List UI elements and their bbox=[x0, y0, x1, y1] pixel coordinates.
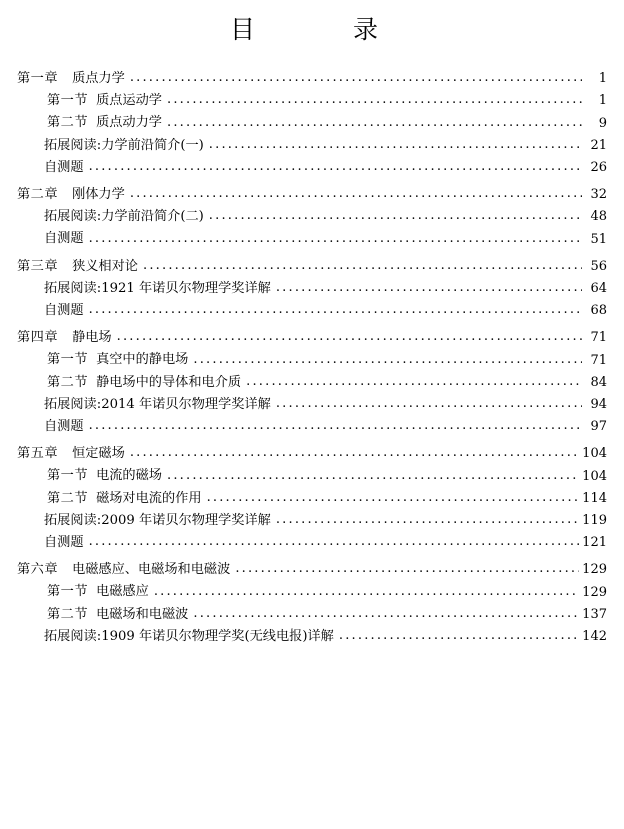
toc-entry-number: 第一节 bbox=[47, 93, 89, 109]
leader-dots bbox=[276, 282, 582, 295]
toc-entry-title: 电磁场和电磁波 bbox=[96, 606, 189, 622]
toc-entry-page: 114 bbox=[582, 490, 607, 506]
toc-entry-number: 第五章 bbox=[17, 446, 59, 462]
toc-entry-number: 第二节 bbox=[47, 606, 89, 622]
toc-chapter-row[interactable] bbox=[17, 563, 607, 576]
toc-entry-number: 第四章 bbox=[17, 330, 59, 346]
leader-dots bbox=[276, 514, 579, 527]
toc-section-row[interactable] bbox=[17, 353, 607, 366]
toc-entry-label bbox=[44, 630, 334, 643]
toc-entry-label bbox=[44, 514, 271, 527]
toc-section-row[interactable] bbox=[17, 492, 607, 505]
chapter-group bbox=[17, 72, 607, 174]
toc-entry-page: 84 bbox=[590, 374, 607, 390]
toc-section-row[interactable] bbox=[17, 514, 607, 527]
toc-section-row[interactable] bbox=[17, 398, 607, 411]
toc-entry-title: 真空中的静电场 bbox=[96, 352, 189, 368]
toc-entry-title: 拓展阅读:1909 年诺贝尔物理学奖(无线电报)详解 bbox=[44, 628, 334, 644]
toc-entry-page: 104 bbox=[582, 468, 607, 484]
toc-entry-page: 26 bbox=[590, 160, 607, 176]
toc-entry-number: 第六章 bbox=[17, 562, 59, 578]
toc-entry-title: 质点动力学 bbox=[96, 115, 162, 131]
leader-dots bbox=[193, 354, 582, 367]
toc-chapter-row[interactable] bbox=[17, 260, 607, 273]
toc-entry-title: 静电场中的导体和电介质 bbox=[96, 374, 242, 390]
toc-entry-title: 质点运动学 bbox=[96, 93, 162, 109]
toc-section-row[interactable] bbox=[17, 608, 607, 621]
toc-entry-label bbox=[17, 447, 125, 460]
leader-dots bbox=[89, 420, 582, 433]
toc-entry-number: 第一章 bbox=[17, 71, 59, 86]
toc-section-row[interactable] bbox=[17, 304, 607, 317]
toc-section-row[interactable] bbox=[17, 161, 607, 174]
toc-entry-number: 第二节 bbox=[47, 115, 89, 131]
leader-dots bbox=[167, 117, 582, 130]
leader-dots bbox=[209, 139, 582, 152]
table-of-contents bbox=[14, 72, 610, 643]
leader-dots bbox=[167, 94, 582, 107]
leader-dots bbox=[143, 260, 582, 273]
toc-entry-number: 第一节 bbox=[47, 352, 89, 368]
toc-entry-label bbox=[17, 260, 138, 273]
toc-entry-page: 71 bbox=[590, 330, 607, 346]
toc-entry-title: 电流的磁场 bbox=[96, 468, 162, 484]
toc-entry-label bbox=[47, 608, 188, 621]
toc-entry-number: 第二节 bbox=[47, 374, 89, 390]
toc-entry-label bbox=[47, 492, 202, 505]
toc-entry-label bbox=[17, 188, 125, 201]
toc-entry-label bbox=[17, 563, 230, 576]
toc-entry-number: 第一节 bbox=[47, 584, 89, 600]
leader-dots bbox=[130, 188, 582, 201]
chapter-group bbox=[17, 563, 607, 643]
toc-entry-page: 64 bbox=[590, 281, 607, 297]
toc-section-row[interactable] bbox=[17, 139, 607, 152]
toc-entry-title: 静电场 bbox=[72, 330, 112, 346]
toc-entry-page: 48 bbox=[590, 209, 607, 225]
toc-entry-label bbox=[44, 232, 84, 245]
leader-dots bbox=[130, 447, 579, 460]
toc-section-row[interactable] bbox=[17, 116, 607, 129]
toc-entry-label bbox=[47, 585, 149, 598]
leader-dots bbox=[339, 630, 579, 643]
toc-entry-title: 电磁感应、电磁场和电磁波 bbox=[72, 562, 231, 578]
toc-entry-page: 119 bbox=[582, 513, 607, 529]
toc-section-row[interactable] bbox=[17, 585, 607, 598]
toc-entry-page: 21 bbox=[590, 137, 607, 153]
toc-chapter-row[interactable] bbox=[17, 188, 607, 201]
toc-entry-page: 94 bbox=[590, 397, 607, 413]
toc-section-row[interactable] bbox=[17, 94, 607, 107]
leader-dots bbox=[235, 563, 579, 576]
toc-section-row[interactable] bbox=[17, 469, 607, 482]
chapter-group bbox=[17, 331, 607, 433]
toc-entry-title: 自测题 bbox=[44, 159, 84, 175]
toc-entry-page: 129 bbox=[582, 562, 607, 578]
toc-section-row[interactable] bbox=[17, 282, 607, 295]
toc-entry-title: 恒定磁场 bbox=[72, 446, 125, 462]
toc-entry-page: 121 bbox=[582, 535, 607, 551]
leader-dots bbox=[117, 331, 582, 344]
toc-entry-title: 质点力学 bbox=[72, 71, 125, 86]
toc-entry-number: 第二章 bbox=[17, 187, 59, 203]
leader-dots bbox=[89, 233, 582, 246]
toc-entry-page: 51 bbox=[590, 231, 607, 247]
toc-entry-label bbox=[44, 304, 84, 317]
toc-entry-label bbox=[47, 469, 162, 482]
toc-chapter-row[interactable] bbox=[17, 447, 607, 460]
toc-entry-label bbox=[44, 420, 84, 433]
toc-entry-label bbox=[44, 536, 84, 549]
toc-section-row[interactable] bbox=[17, 630, 607, 643]
toc-section-row[interactable] bbox=[17, 536, 607, 549]
toc-entry-label bbox=[47, 94, 162, 107]
leader-dots bbox=[89, 536, 580, 549]
toc-entry-page: 142 bbox=[582, 629, 607, 645]
toc-entry-page: 1 bbox=[598, 93, 607, 109]
toc-entry-title: 拓展阅读:1921 年诺贝尔物理学奖详解 bbox=[44, 280, 271, 296]
toc-entry-title: 自测题 bbox=[44, 231, 84, 247]
toc-section-row[interactable] bbox=[17, 420, 607, 433]
toc-entry-label bbox=[44, 282, 271, 295]
toc-entry-title: 自测题 bbox=[44, 303, 84, 319]
toc-entry-title: 自测题 bbox=[44, 419, 84, 435]
toc-entry-label bbox=[44, 161, 84, 174]
leader-dots bbox=[246, 376, 582, 389]
toc-entry-number: 第三章 bbox=[17, 258, 59, 274]
toc-chapter-row[interactable] bbox=[17, 72, 607, 85]
chapter-group bbox=[17, 447, 607, 549]
toc-entry-label bbox=[17, 331, 112, 344]
toc-entry-label bbox=[47, 116, 162, 129]
toc-entry-number: 第二节 bbox=[47, 490, 89, 506]
toc-entry-number: 第一节 bbox=[47, 468, 89, 484]
toc-entry-label bbox=[44, 398, 271, 411]
toc-entry-page: 68 bbox=[590, 303, 607, 319]
leader-dots bbox=[276, 398, 582, 411]
leader-dots bbox=[89, 161, 582, 174]
toc-entry-title: 拓展阅读:力学前沿简介(二) bbox=[44, 209, 204, 225]
leader-dots bbox=[167, 470, 579, 483]
page-title: 目 录 bbox=[229, 15, 394, 44]
toc-entry-title: 拓展阅读:2009 年诺贝尔物理学奖详解 bbox=[44, 512, 271, 528]
toc-entry-page: 129 bbox=[582, 584, 607, 600]
toc-entry-label bbox=[47, 353, 188, 366]
toc-section-row[interactable] bbox=[17, 376, 607, 389]
toc-entry-label bbox=[44, 210, 204, 223]
toc-entry-title: 刚体力学 bbox=[72, 187, 125, 203]
toc-entry-page: 104 bbox=[582, 446, 607, 462]
leader-dots bbox=[130, 72, 582, 85]
toc-entry-page: 56 bbox=[590, 258, 607, 274]
toc-entry-page: 97 bbox=[590, 419, 607, 435]
toc-entry-label bbox=[47, 376, 241, 389]
leader-dots bbox=[193, 608, 579, 621]
toc-entry-title: 电磁感应 bbox=[96, 584, 149, 600]
toc-entry-title: 狭义相对论 bbox=[72, 258, 138, 274]
toc-entry-title: 拓展阅读:力学前沿简介(一) bbox=[44, 137, 204, 153]
toc-entry-title: 拓展阅读:2014 年诺贝尔物理学奖详解 bbox=[44, 396, 271, 412]
toc-entry-label bbox=[44, 139, 204, 152]
toc-entry-page: 32 bbox=[590, 187, 607, 203]
leader-dots bbox=[209, 210, 582, 223]
toc-entry-page: 137 bbox=[582, 606, 607, 622]
leader-dots bbox=[207, 492, 580, 505]
toc-entry-label bbox=[17, 72, 125, 85]
toc-entry-title: 磁场对电流的作用 bbox=[96, 490, 202, 506]
toc-section-row[interactable] bbox=[17, 210, 607, 223]
toc-section-row[interactable] bbox=[17, 232, 607, 245]
toc-chapter-row[interactable] bbox=[17, 331, 607, 344]
toc-entry-page: 1 bbox=[598, 71, 607, 87]
chapter-group bbox=[17, 260, 607, 318]
toc-entry-title: 自测题 bbox=[44, 535, 84, 551]
chapter-group bbox=[17, 188, 607, 246]
leader-dots bbox=[154, 586, 579, 599]
leader-dots bbox=[89, 304, 582, 317]
toc-entry-page: 71 bbox=[590, 352, 607, 368]
toc-entry-page: 9 bbox=[598, 115, 607, 131]
